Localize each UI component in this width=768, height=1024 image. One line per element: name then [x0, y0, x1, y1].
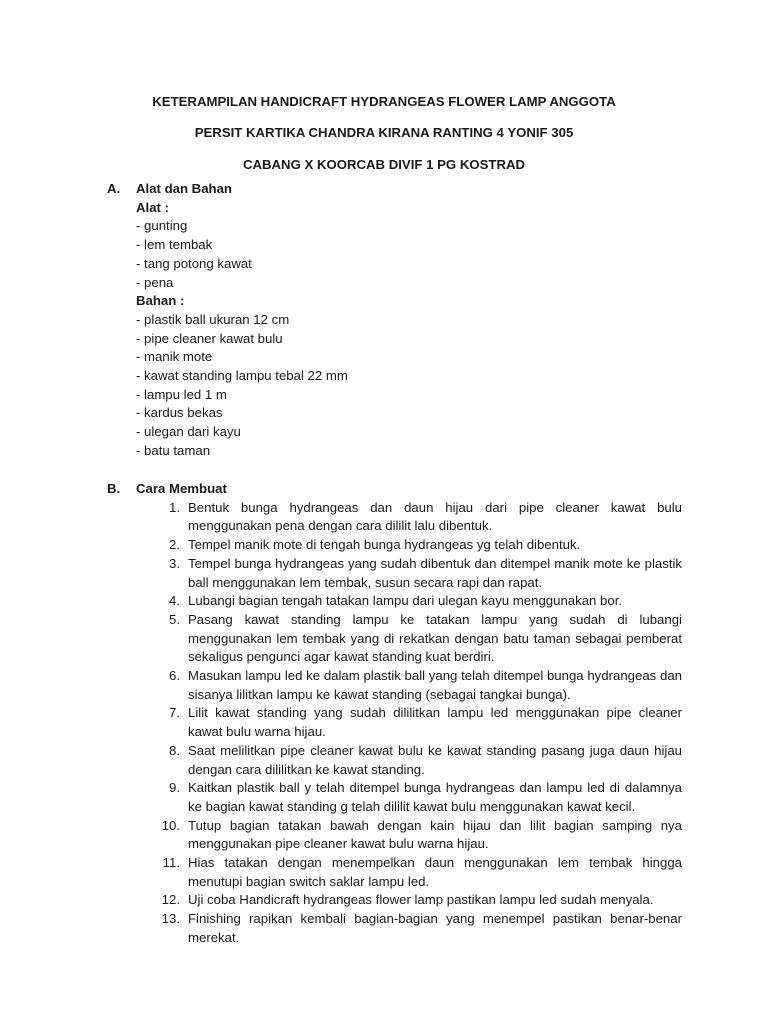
bahan-item: - plastik ball ukuran 12 cm [136, 311, 290, 327]
step-text: Saat melilitkan pipe cleaner kawat bulu ke kawat standing pasang juga daun hijau dengan cara dililitkan ke kawat standing. [188, 742, 682, 777]
step-item [150, 742, 682, 779]
steps-list [150, 499, 682, 948]
step-text: Tutup bagian tatakan bawah dengan kain hijau dan lilit bagian samping nya menggunakan pipe cleaner kawat bulu warna hijau. [188, 817, 682, 852]
title-line-3: CABANG X KOORCAB DIVIF 1 PG KOSTRAD [242, 156, 526, 172]
step-item [150, 779, 682, 816]
step-text: Lilit kawat standing yang sudah dililitkan lampu led menggunakan pipe cleaner kawat bulu warna hijau. [188, 705, 682, 740]
section-b-heading [107, 480, 682, 499]
alat-item: - lem tembak [136, 237, 213, 253]
alat-item: - pena [136, 274, 174, 290]
step-text: Kaitkan plastik ball y telah ditempel bunga hydrangeas dan lampu led di dalamnya ke bagian kawat standing g telah dililit kawat bulu menggunakan kawat kecil. [188, 780, 682, 814]
step-item [150, 667, 682, 704]
alat-label: Alat : [136, 199, 169, 215]
alat-block [136, 199, 682, 461]
document-title [0, 93, 768, 187]
step-number: 5. [169, 611, 180, 627]
section-a-title: Alat dan Bahan [136, 181, 232, 196]
step-number: 4. [169, 593, 180, 609]
alat-item: - tang potong kawat [136, 255, 252, 271]
step-number: 11. [162, 855, 180, 871]
step-number: 7. [169, 705, 180, 721]
step-item [150, 611, 682, 667]
step-item [150, 910, 682, 947]
bahan-item: - lampu led 1 m [136, 386, 227, 402]
step-item [150, 536, 682, 555]
step-number: 10. [161, 817, 180, 833]
step-text: Lubangi bagian tengah tatakan lampu dari ulegan kayu menggunakan bor. [188, 593, 623, 609]
bahan-item: - manik mote [136, 349, 213, 365]
step-item [150, 817, 682, 854]
section-b-letter: B. [107, 481, 121, 496]
step-text: Finishing rapikan kembali bagian-bagian yang menempel pastikan benar-benar merekat. [188, 911, 682, 945]
step-text: Hias tatakan dengan menempelkan daun menggunakan lem tembak hingga menutupi bagian switch saklar lampu led. [188, 855, 682, 889]
step-number: 3. [169, 555, 180, 571]
section-alat-dan-bahan [107, 180, 682, 461]
step-item [150, 592, 682, 611]
step-item [150, 704, 682, 741]
bahan-item: - pipe cleaner kawat bulu [136, 330, 283, 346]
step-text: Tempel manik mote di tengah bunga hydrangeas yg telah dibentuk. [188, 537, 581, 553]
step-number: 13. [161, 911, 180, 927]
step-number: 9. [169, 780, 180, 796]
section-cara-membuat [107, 480, 682, 948]
step-text: Uji coba Handicraft hydrangeas flower lamp pastikan lampu led sudah menyala. [188, 892, 654, 908]
step-number: 8. [169, 742, 180, 758]
step-number: 12. [161, 892, 180, 908]
step-item [150, 555, 682, 592]
step-text: Pasang kawat standing lampu ke tatakan lampu yang sudah di lubangi menggunakan lem tembak yang di rekatkan dengan batu taman sebagai pemberat sekaligus pengunci agar kawat standing kuat berdiri. [188, 611, 682, 665]
step-text: Masukan lampu led ke dalam plastik ball yang telah ditempel bunga hydrangeas dan sisanya lilitkan lampu ke kawat standing (sebagai tangkai bunga). [188, 668, 682, 702]
bahan-label: Bahan : [136, 293, 185, 309]
title-line-1: KETERAMPILAN HANDICRAFT HYDRANGEAS FLOWER LAMP ANGGOTA [152, 94, 616, 109]
step-item [150, 891, 682, 910]
section-a-letter: A. [107, 181, 121, 196]
step-text: Bentuk bunga hydrangeas dan daun hijau dari pipe cleaner kawat bulu menggunakan pena dengan cara dililit lalu dibentuk. [188, 499, 682, 534]
step-number: 6. [169, 668, 180, 684]
section-b-title: Cara Membuat [136, 481, 227, 496]
bahan-item: - kawat standing lampu tebal 22 mm [136, 368, 348, 384]
bahan-item: - ulegan dari kayu [136, 424, 241, 440]
step-item [150, 854, 682, 891]
step-number: 2. [169, 537, 180, 553]
step-number: 1. [169, 499, 180, 515]
step-text: Tempel bunga hydrangeas yang sudah dibentuk dan ditempel manik mote ke plastik ball menggunakan lem tembak, susun secara rapi dan rapat. [188, 555, 682, 590]
title-line-2: PERSIT KARTIKA CHANDRA KIRANA RANTING 4 YONIF 305 [194, 125, 574, 141]
alat-item: - gunting [136, 218, 188, 234]
section-a-heading [107, 180, 682, 199]
bahan-item: - kardus bekas [136, 405, 223, 421]
bahan-item: - batu taman [136, 442, 211, 458]
step-item [150, 499, 682, 536]
